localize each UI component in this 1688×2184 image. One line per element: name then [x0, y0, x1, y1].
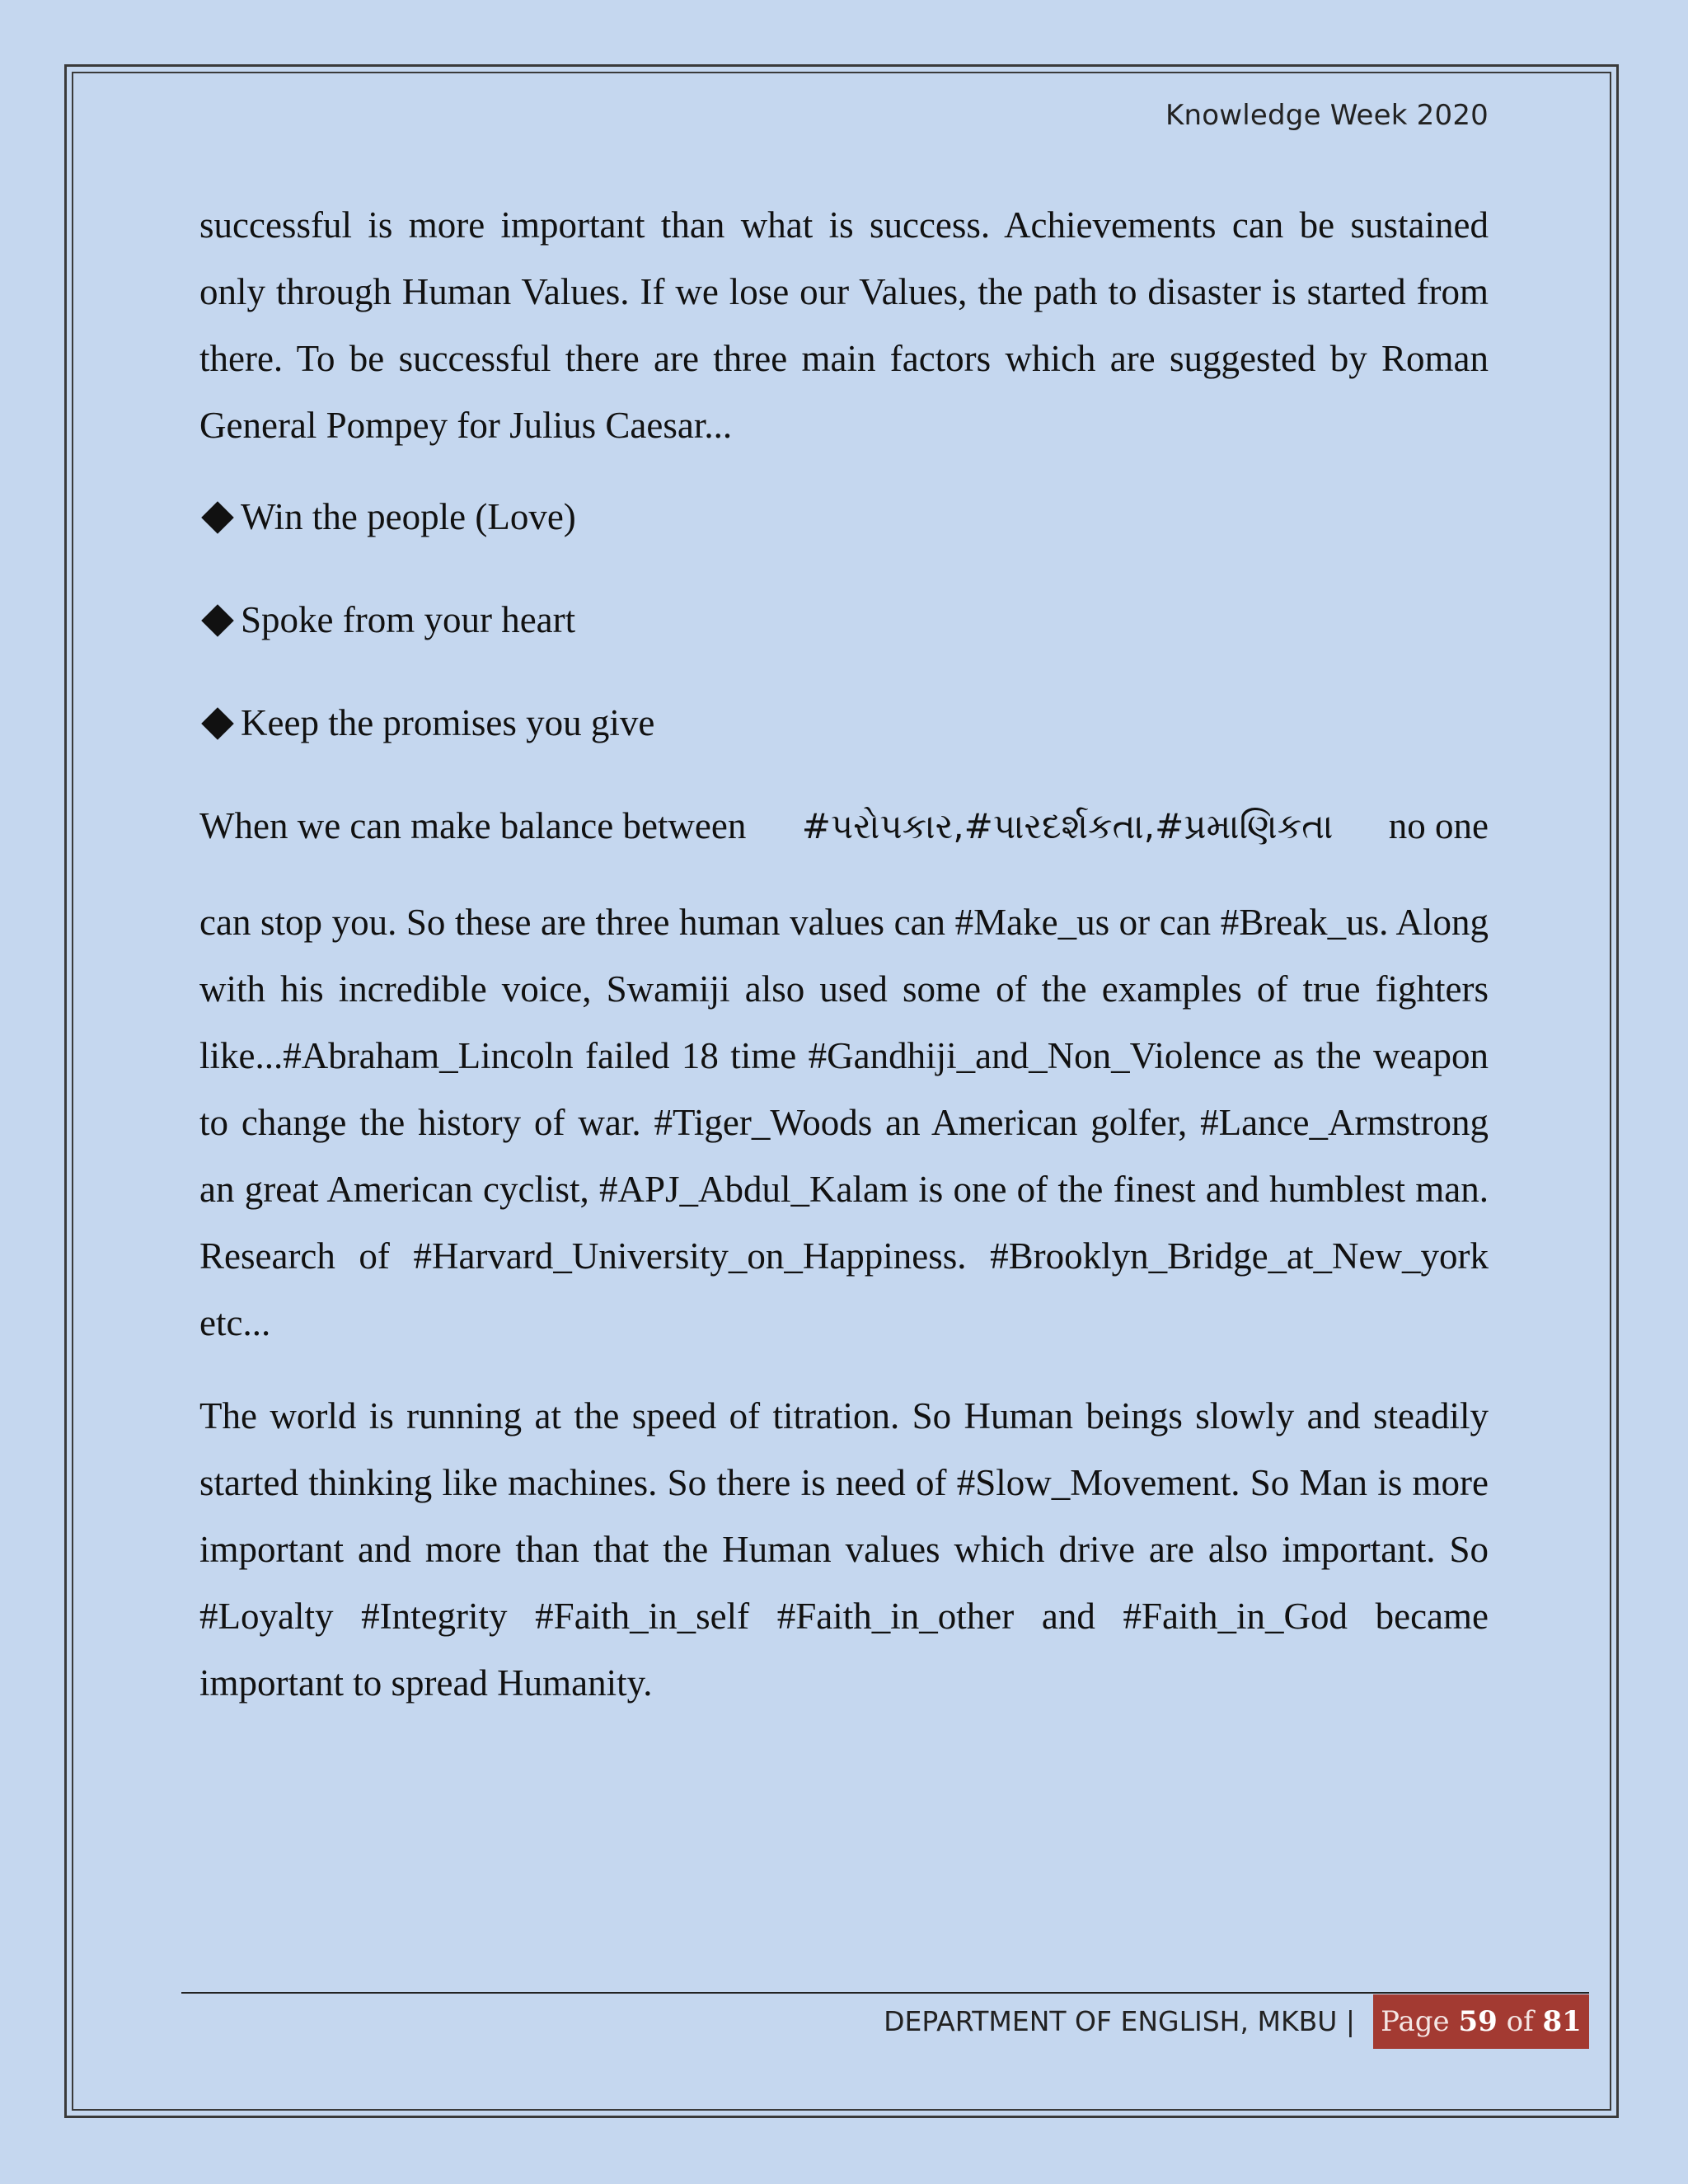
page-body — [199, 192, 1489, 1717]
balance-text-end: no one — [1388, 805, 1489, 846]
page-total: 81 — [1542, 2005, 1582, 2038]
bullet-list — [199, 484, 1489, 757]
page-label: Page — [1381, 2005, 1450, 2038]
diamond-icon — [201, 501, 234, 534]
page-number: 59 — [1458, 2005, 1498, 2038]
bullet-text: Keep the promises you give — [241, 702, 655, 743]
bullet-text: Win the people (Love) — [241, 496, 576, 537]
paragraph-world: The world is running at the speed of titration. So Human beings slowly and steadily started thinking like machines. So there is need of #Slow_Movement. So Man is more important and more than that the Human values which drive are also important. So #Loyalty #Integrity #Faith_in_self #Faith_in_other and #Faith_in_God became important to spread Humanity. — [199, 1395, 1489, 1704]
paragraph-examples: can stop you. So these are three human values can #Make_us or can #Break_us. Along with his incredible voice, Swamiji also used some of the examples of true fighters like...#Abraham_Lincoln failed 18 time #Gandhiji_and_Non_Violence as the weapon to change the history of war. #Tiger_Woods an American golfer, #Lance_Armstrong an great American cyclist, #APJ_Abdul_Kalam is one of the finest and humblest man. Research of #Harvard_University_on_Happiness. #Brooklyn_Bridge_at_New_york etc... — [199, 902, 1489, 1343]
footer-divider — [181, 1992, 1589, 1994]
paragraph-balance — [199, 793, 1489, 860]
diamond-icon — [201, 604, 234, 637]
page-number-badge — [1373, 1994, 1589, 2049]
list-item — [199, 484, 1489, 551]
page-of-label: of — [1506, 2005, 1534, 2038]
balance-text-start: When we can make balance between — [199, 805, 747, 846]
list-item — [199, 690, 1489, 757]
running-header: Knowledge Week 2020 — [1165, 99, 1489, 132]
paragraph-success: successful is more important than what is success. Achievements can be sustained only through Human Values. If we lose our Values, the path to disaster is started from there. To be successful there are three main factors which are suggested by Roman General Pompey for Julius Caesar... — [199, 204, 1489, 446]
bullet-text: Spoke from your heart — [241, 599, 576, 640]
list-item — [199, 587, 1489, 654]
diamond-icon — [201, 707, 234, 740]
gujarati-hashtags: #પરોપકાર,#પારદર્શકતા,#પ્રમાણિકતા — [801, 806, 1334, 846]
footer-department: DEPARTMENT OF ENGLISH, MKBU | — [884, 2005, 1355, 2037]
